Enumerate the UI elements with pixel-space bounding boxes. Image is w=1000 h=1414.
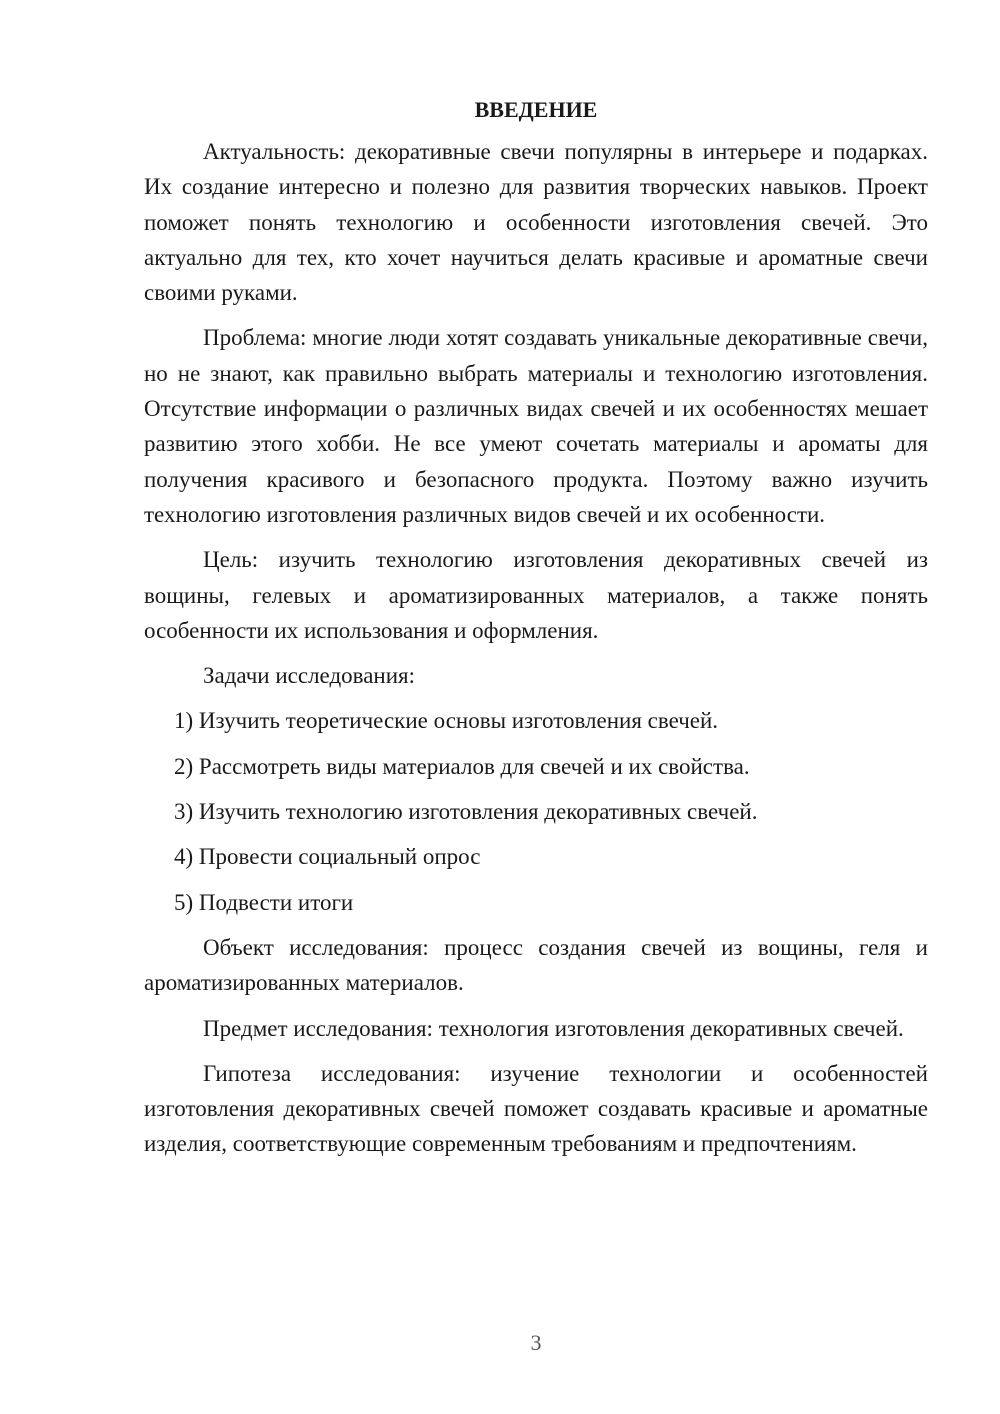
task-item: 3) Изучить технологию изготовления декоративных свечей. bbox=[174, 799, 758, 825]
task-item: 4) Провести социальный опрос bbox=[174, 844, 481, 870]
task-item: 1) Изучить теоретические основы изготовления свечей. bbox=[174, 708, 719, 734]
task-item: 5) Подвести итоги bbox=[174, 889, 354, 915]
section-title: ВВЕДЕНИЕ bbox=[474, 97, 598, 122]
page-number: 3 bbox=[530, 1330, 542, 1355]
object-paragraph: Объект исследования: процесс создания свечей из вощины, геля и ароматизированных материалов. bbox=[144, 934, 928, 996]
task-item: 2) Рассмотреть виды материалов для свечей и их свойства. bbox=[174, 753, 750, 779]
goal-paragraph: Цель: изучить технологию изготовления декоративных свечей из вощины, гелевых и ароматизированных материалов, а также понять особенности их использования и оформления. bbox=[144, 547, 928, 643]
relevance-paragraph: Актуальность: декоративные свечи популярны в интерьере и подарках. Их создание интересно и полезно для развития творческих навыков. Проект поможет понять технологию и особенности изготовления свечей. Это актуально для тех, кто хочет научиться делать красивые и ароматные свечи своими руками. bbox=[144, 139, 928, 306]
hypothesis-paragraph: Гипотеза исследования: изучение технологии и особенностей изготовления декоративных свечей поможет создавать красивые и ароматные изделия, соответствующие современным требованиям и предпочтениям. bbox=[144, 1060, 928, 1157]
tasks-heading: Задачи исследования: bbox=[203, 663, 416, 689]
subject-paragraph: Предмет исследования: технология изготовления декоративных свечей. bbox=[203, 1015, 904, 1041]
problem-paragraph: Проблема: многие люди хотят создавать уникальные декоративные свечи, но не знают, как правильно выбрать материалы и технологию изготовления. Отсутствие информации о различных видах свечей и их особенностях мешает развитию этого хобби. Не все умеют сочетать материалы и ароматы для получения красивого и безопасного продукта. Поэтому важно изучить технологию изготовления различных видов свечей и их особенности. bbox=[144, 325, 928, 527]
tasks-list bbox=[144, 703, 928, 919]
document-page bbox=[144, 90, 928, 1172]
